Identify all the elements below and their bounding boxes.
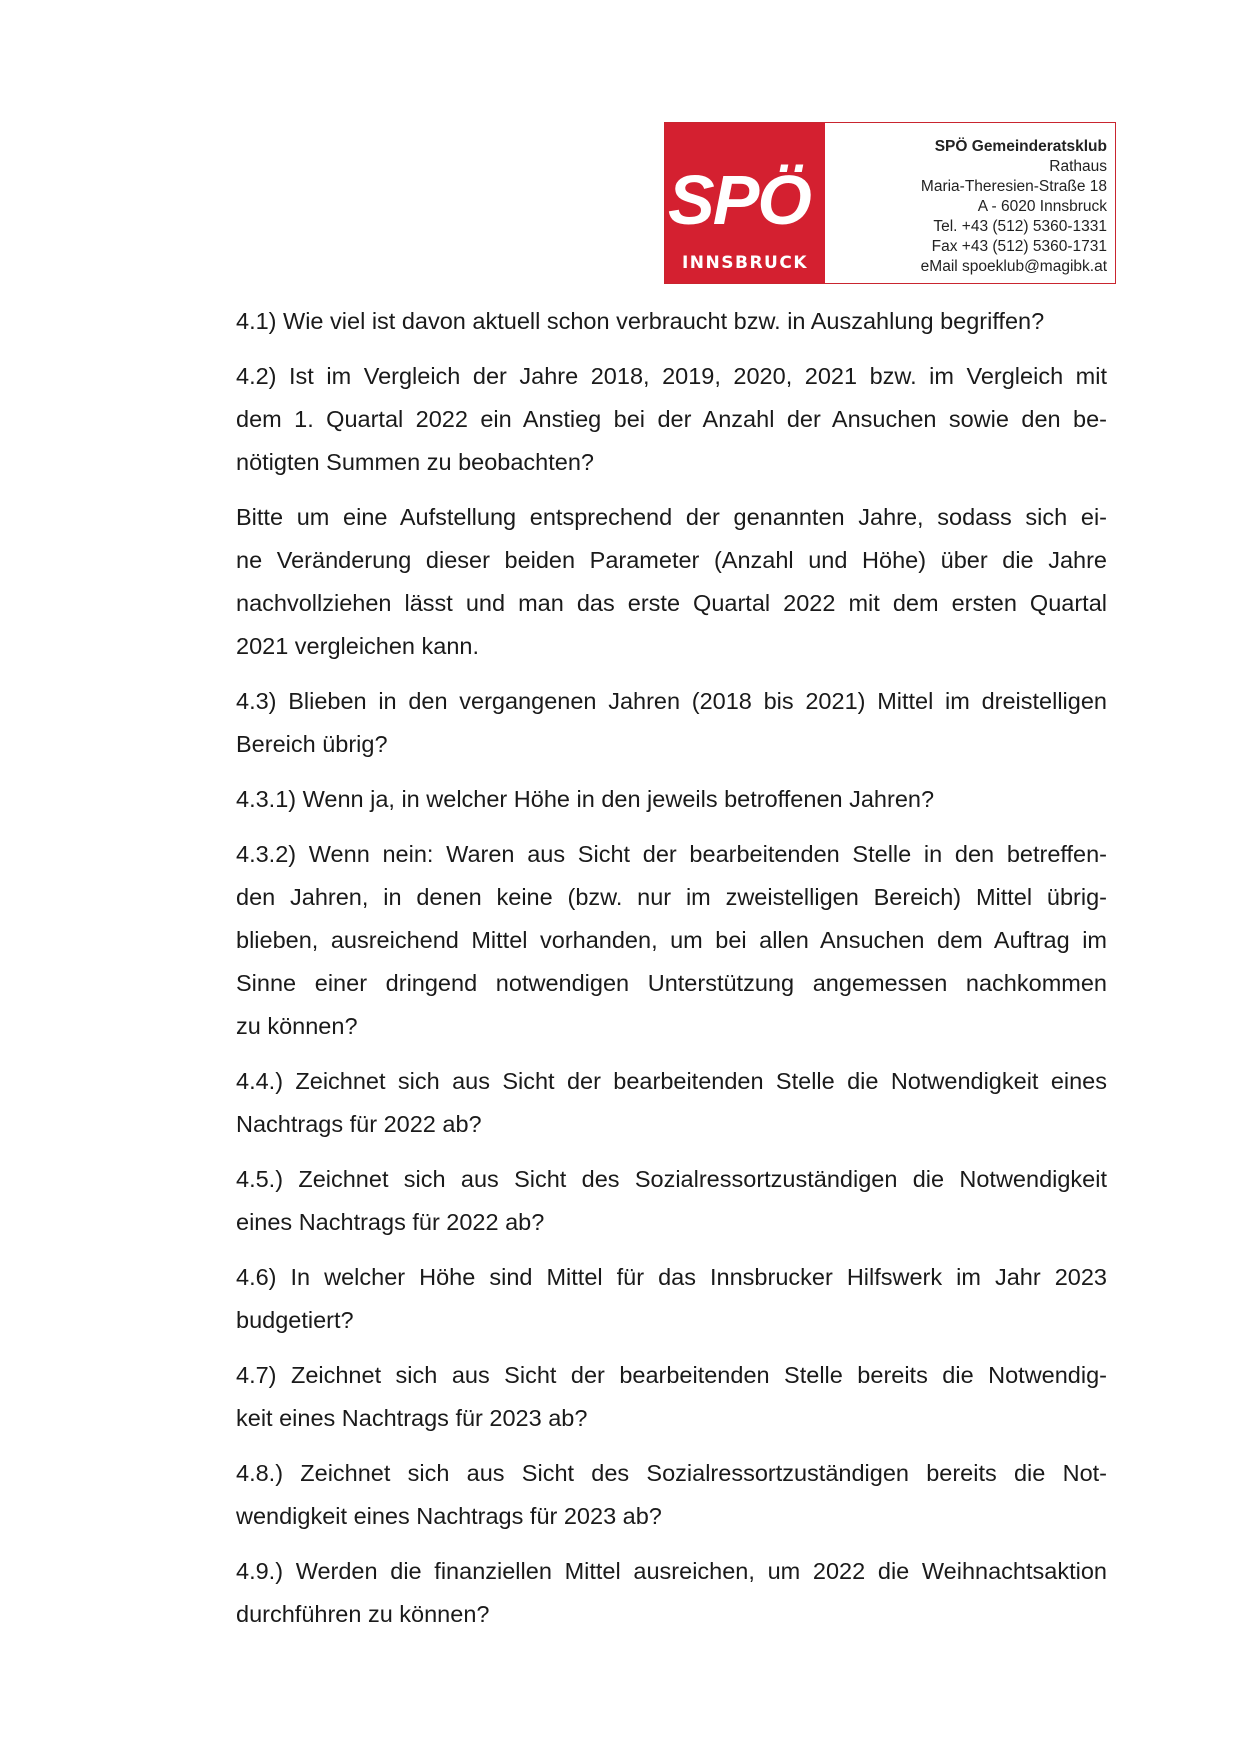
text-line: 4.2) Ist im Vergleich der Jahre 2018, 2019, 2020, 2021 bzw. im Vergleich mit (236, 363, 1107, 389)
text-line: 4.3) Blieben in den vergangenen Jahren (2018 bis 2021) Mittel im dreistelligen (236, 688, 1107, 714)
text-line: nötigten Summen zu beobachten? (236, 449, 594, 475)
text-line: Bitte um eine Aufstellung entsprechend der genannten Jahre, sodass sich ei- (236, 504, 1107, 530)
text-line: 4.1) Wie viel ist davon aktuell schon verbraucht bzw. in Auszahlung begriffen? (236, 308, 1045, 334)
text-line: blieben, ausreichend Mittel vorhanden, um bei allen Ansuchen dem Auftrag im (236, 927, 1107, 953)
text-line: 4.4.) Zeichnet sich aus Sicht der bearbeitenden Stelle die Notwendigkeit eines (236, 1068, 1107, 1094)
text-line: eines Nachtrags für 2022 ab? (236, 1209, 545, 1235)
question-paragraph (236, 680, 1107, 766)
text-line: zu können? (236, 1013, 358, 1039)
text-line: budgetiert? (236, 1307, 354, 1333)
text-line: 4.3.2) Wenn nein: Waren aus Sicht der bearbeitenden Stelle in den betreffen- (236, 841, 1107, 867)
question-paragraph (236, 1354, 1107, 1440)
spoe-logo (665, 123, 825, 283)
letterhead (664, 122, 1116, 284)
question-paragraph (236, 355, 1107, 484)
text-line: 2021 vergleichen kann. (236, 633, 480, 659)
phone-line: Tel. +43 (512) 5360-1331 (933, 218, 1107, 235)
address-line: Rathaus (1049, 158, 1107, 175)
text-line: durchführen zu können? (236, 1601, 490, 1627)
text-line: Bereich übrig? (236, 731, 388, 757)
text-line: 4.7) Zeichnet sich aus Sicht der bearbeitenden Stelle bereits die Notwendig- (236, 1362, 1107, 1388)
question-paragraph (236, 1158, 1107, 1244)
address-line: A - 6020 Innsbruck (977, 198, 1107, 215)
text-line: 4.8.) Zeichnet sich aus Sicht des Sozialressortzuständigen bereits die Not- (236, 1460, 1107, 1486)
text-line: 4.9.) Werden die finanziellen Mittel ausreichen, um 2022 die Weihnachtsaktion (236, 1558, 1107, 1584)
question-paragraph (236, 1256, 1107, 1342)
question-paragraph (236, 833, 1107, 1048)
text-line: 4.6) In welcher Höhe sind Mittel für das Innsbrucker Hilfswerk im Jahr 2023 (236, 1264, 1107, 1290)
question-paragraph (236, 300, 1107, 343)
text-line: ne Veränderung dieser beiden Parameter (Anzahl und Höhe) über die Jahre (236, 547, 1107, 573)
text-line: nachvollziehen lässt und man das erste Quartal 2022 mit dem ersten Quartal (236, 590, 1107, 616)
text-line: den Jahren, in denen keine (bzw. nur im zweistelligen Bereich) Mittel übrig- (236, 884, 1107, 910)
text-line: wendigkeit eines Nachtrags für 2023 ab? (236, 1503, 662, 1529)
text-line: Sinne einer dringend notwendigen Unterstützung angemessen nachkommen (236, 970, 1107, 996)
question-paragraph (236, 1550, 1107, 1636)
club-name: SPÖ Gemeinderatsklub (934, 138, 1107, 155)
text-line: Nachtrags für 2022 ab? (236, 1111, 482, 1137)
sender-address (825, 123, 1115, 283)
document-body (236, 300, 1107, 1648)
text-line: dem 1. Quartal 2022 ein Anstieg bei der Anzahl der Ansuchen sowie den be- (236, 406, 1107, 432)
question-paragraph (236, 778, 1107, 821)
text-line: keit eines Nachtrags für 2023 ab? (236, 1405, 588, 1431)
fax-line: Fax +43 (512) 5360-1731 (931, 238, 1107, 255)
email-line: eMail spoeklub@magibk.at (920, 258, 1107, 275)
logo-subtext: INNSBRUCK (681, 253, 809, 273)
text-line: 4.5.) Zeichnet sich aus Sicht des Sozialressortzuständigen die Notwendigkeit (236, 1166, 1107, 1192)
text-line: 4.3.1) Wenn ja, in welcher Höhe in den jeweils betroffenen Jahren? (236, 786, 935, 812)
address-line: Maria-Theresien-Straße 18 (920, 178, 1107, 195)
question-paragraph (236, 1452, 1107, 1538)
question-paragraph (236, 496, 1107, 668)
logo-text: SPÖ (668, 161, 810, 239)
question-paragraph (236, 1060, 1107, 1146)
